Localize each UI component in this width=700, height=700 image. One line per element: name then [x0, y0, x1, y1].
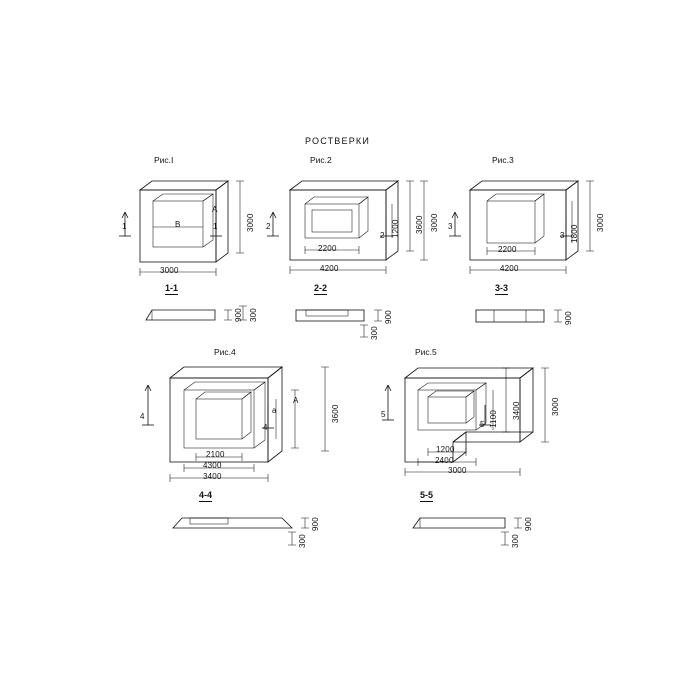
- label-fig1-width: 3000: [160, 266, 179, 275]
- label-sec5-dim1: 900: [524, 517, 533, 531]
- label-fig2-width: 4200: [320, 264, 339, 273]
- section-title-4-4: 4-4: [199, 490, 213, 500]
- label-fig2-height: 3000: [430, 213, 439, 232]
- label-fig4-a: A: [293, 396, 299, 405]
- section-title-2-2: 2-2: [314, 283, 328, 293]
- label-fig5-height2: 3400: [512, 401, 521, 420]
- figure-caption-4: Рис.4: [214, 347, 236, 357]
- sheet-title: РОСТВЕРКИ: [305, 136, 371, 146]
- label-fig4-a2: a: [272, 406, 277, 415]
- label-sec3-dim1: 900: [564, 311, 573, 325]
- mark-fig1-right: 1: [213, 222, 218, 231]
- label-fig2-inner-height: 1200: [391, 219, 400, 238]
- label-fig3-width: 4200: [500, 264, 519, 273]
- label-fig5-width2: 2400: [435, 456, 454, 465]
- label-sec4-dim2: 300: [298, 534, 307, 548]
- label-fig4-height: 3600: [331, 404, 340, 423]
- label-fig4-width2: 4300: [203, 461, 222, 470]
- label-fig5-inner-height: 1100: [489, 409, 498, 428]
- label-sec4-dim1: 900: [311, 517, 320, 531]
- label-fig3-inner-width: 2200: [498, 245, 517, 254]
- figure-caption-3: Рис.3: [492, 155, 514, 165]
- label-fig1-height: 3000: [246, 213, 255, 232]
- mark-fig1-left: 1: [122, 222, 127, 231]
- label-fig4-width: 3400: [203, 472, 222, 481]
- mark-fig5-right: 5: [480, 420, 485, 429]
- label-sec1-dim2: 300: [249, 308, 258, 322]
- label-fig2-height2: 3600: [415, 215, 424, 234]
- mark-fig3-left: 3: [448, 222, 453, 231]
- label-fig5-inner-width: 1200: [436, 445, 455, 454]
- label-fig4-inner-width: 2100: [206, 450, 225, 459]
- figure-caption-2: Рис.2: [310, 155, 332, 165]
- label-fig1-b: B: [175, 220, 181, 229]
- section-title-5-5: 5-5: [420, 490, 434, 500]
- mark-fig4-left: 4: [140, 412, 145, 421]
- label-fig5-height: 3000: [551, 397, 560, 416]
- figure-caption-1: Рис.І: [154, 155, 174, 165]
- figure-caption-5: Рис.5: [415, 347, 437, 357]
- section-title-1-1: 1-1: [165, 283, 179, 293]
- label-sec2-dim2: 300: [370, 326, 379, 340]
- label-sec1-dim1: 900: [234, 308, 243, 322]
- label-sec2-dim1: 900: [384, 310, 393, 324]
- label-fig1-a: A: [212, 205, 218, 214]
- label-fig3-inner-height: 1800: [570, 224, 579, 243]
- mark-fig2-left: 2: [266, 222, 271, 231]
- label-fig5-width: 3000: [448, 466, 467, 475]
- label-fig3-height: 3000: [596, 213, 605, 232]
- mark-fig4-right: 4: [263, 423, 268, 432]
- label-sec5-dim2: 300: [511, 534, 520, 548]
- label-fig2-inner-width: 2200: [318, 244, 337, 253]
- mark-fig3-right: 3: [560, 231, 565, 240]
- mark-fig2-right: 2: [380, 231, 385, 240]
- mark-fig5-left: 5: [381, 410, 386, 419]
- section-title-3-3: 3-3: [495, 283, 509, 293]
